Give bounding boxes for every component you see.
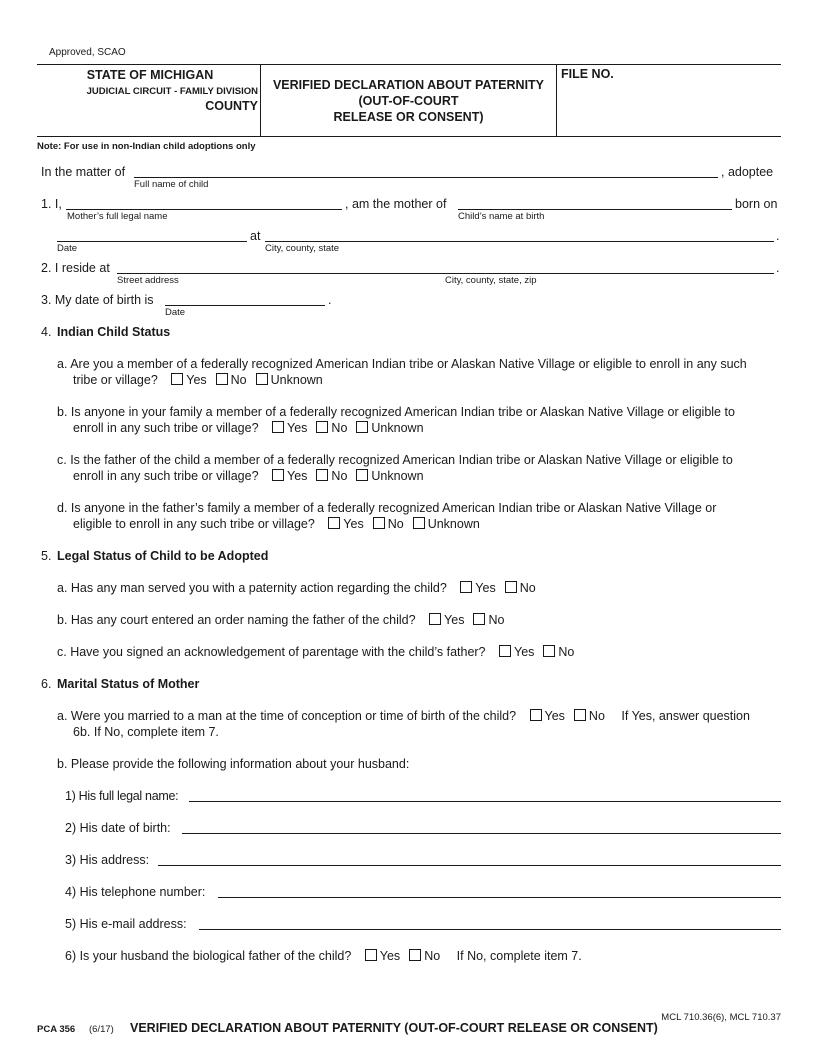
- item4a-no-label: No: [230, 373, 247, 387]
- bio-father-no-label: No: [424, 949, 441, 963]
- husband-address-label: 3) His address:: [65, 853, 150, 867]
- item5-heading: Legal Status of Child to be Adopted: [57, 549, 269, 563]
- bio-father-no-checkbox[interactable]: [409, 949, 421, 961]
- item4c-yes-checkbox[interactable]: [272, 469, 284, 481]
- item4a-yes-checkbox[interactable]: [171, 373, 183, 385]
- item6-number: 6.: [41, 677, 52, 691]
- item4b-line1: b. Is anyone in your family a member of a federally recognized American Indian tribe or Alaskan Native Village or eligible to: [57, 405, 735, 419]
- item4d-yes-checkbox[interactable]: [328, 517, 340, 529]
- item1-prefix: 1. I,: [41, 197, 62, 211]
- item4d-unknown-checkbox[interactable]: [413, 517, 425, 529]
- item4d-yes-label: Yes: [343, 517, 364, 531]
- item3-prefix: 3. My date of birth is: [41, 293, 154, 307]
- item4d-line2: [73, 517, 489, 532]
- item4a-question-end: tribe or village?: [73, 373, 158, 387]
- item5c-no-label: No: [558, 645, 575, 659]
- item4c-no-label: No: [331, 469, 348, 483]
- item6a-yes-checkbox[interactable]: [530, 709, 542, 721]
- husband-email-label: 5) His e-mail address:: [65, 917, 187, 931]
- item6-heading: Marital Status of Mother: [57, 677, 200, 691]
- husband-phone-label: 4) His telephone number:: [65, 885, 206, 899]
- child-birth-name-caption: Child’s name at birth: [458, 211, 545, 222]
- item4c-no-checkbox[interactable]: [316, 469, 328, 481]
- county-label: COUNTY: [205, 99, 258, 113]
- bio-father-yes-label: Yes: [379, 949, 401, 963]
- item4a-no-checkbox[interactable]: [216, 373, 228, 385]
- item4d-line1: d. Is anyone in the father’s family a member of a federally recognized American Indian tribe or Alaskan Native Village or: [57, 501, 717, 515]
- item4d-no-label: No: [387, 517, 404, 531]
- birth-place-field[interactable]: [265, 241, 774, 242]
- item6b6-row: [65, 949, 582, 964]
- item4a-unknown-checkbox[interactable]: [256, 373, 268, 385]
- item5a-question: a. Has any man served you with a paternity action regarding the child?: [57, 581, 447, 595]
- item6a-line2: 6b. If No, complete item 7.: [73, 725, 219, 739]
- item5b-no-checkbox[interactable]: [473, 613, 485, 625]
- item5-number: 5.: [41, 549, 52, 563]
- item5b-yes-checkbox[interactable]: [429, 613, 441, 625]
- circuit-label: JUDICIAL CIRCUIT - FAMILY DIVISION: [86, 86, 258, 97]
- state-label: STATE OF MICHIGAN: [86, 68, 214, 82]
- item5b-row: [57, 613, 513, 628]
- item6a-question: a. Were you married to a man at the time of conception or time of birth of the child?: [57, 709, 517, 723]
- item3-period: .: [328, 293, 332, 307]
- street-caption: Street address: [117, 275, 179, 286]
- item6a-instruction: If Yes, answer question: [621, 709, 750, 723]
- form-title-line3: RELEASE OR CONSENT): [333, 110, 484, 124]
- item5c-yes-label: Yes: [514, 645, 535, 659]
- bio-father-instruction: If No, complete item 7.: [456, 949, 582, 963]
- mother-dob-caption: Date: [165, 307, 186, 318]
- item5c-yes-checkbox[interactable]: [499, 645, 511, 657]
- header-top-rule: [37, 64, 781, 65]
- item5c-no-checkbox[interactable]: [543, 645, 555, 657]
- item4b-unknown-checkbox[interactable]: [356, 421, 368, 433]
- residence-field[interactable]: [117, 273, 774, 274]
- item4a-line2: [73, 373, 332, 388]
- husband-name-field[interactable]: [189, 801, 781, 802]
- item1-mid: , am the mother of: [345, 197, 447, 211]
- item4b-yes-checkbox[interactable]: [272, 421, 284, 433]
- item4c-line2: [73, 469, 433, 484]
- birth-date-field[interactable]: [57, 241, 247, 242]
- header-bottom-rule: [37, 136, 781, 137]
- form-title-line1: VERIFIED DECLARATION ABOUT PATERNITY: [272, 78, 545, 92]
- file-no-label: FILE NO.: [561, 67, 614, 81]
- mother-dob-field[interactable]: [165, 305, 325, 306]
- mother-name-field[interactable]: [66, 209, 342, 210]
- city-caption: City, county, state, zip: [445, 275, 537, 286]
- item5a-yes-checkbox[interactable]: [460, 581, 472, 593]
- mother-name-caption: Mother’s full legal name: [67, 211, 168, 222]
- item6a-no-checkbox[interactable]: [574, 709, 586, 721]
- item4b-yes-label: Yes: [287, 421, 308, 435]
- item4c-yes-label: Yes: [287, 469, 308, 483]
- item1-at: at: [250, 229, 261, 243]
- item4c-line1: c. Is the father of the child a member of a federally recognized American Indian tribe or Alaskan Native Village or eligible to: [57, 453, 733, 467]
- item6a-no-label: No: [588, 709, 605, 723]
- birth-date-caption: Date: [57, 243, 78, 254]
- item5a-no-checkbox[interactable]: [505, 581, 517, 593]
- child-name-caption: Full name of child: [134, 179, 209, 190]
- approved-label: Approved, SCAO: [49, 47, 126, 58]
- item5b-no-label: No: [488, 613, 505, 627]
- item4c-unknown-label: Unknown: [371, 469, 424, 483]
- husband-bio-father-question: 6) Is your husband the biological father of the child?: [65, 949, 352, 963]
- birth-place-caption: City, county, state: [265, 243, 340, 254]
- item6b-intro: b. Please provide the following information about your husband:: [57, 757, 410, 771]
- husband-dob-field[interactable]: [182, 833, 781, 834]
- item5b-yes-label: Yes: [444, 613, 465, 627]
- form-revision-date: (6/17): [89, 1024, 114, 1035]
- item4b-question-end: enroll in any such tribe or village?: [73, 421, 259, 435]
- item5a-row: [57, 581, 545, 596]
- item4-heading: Indian Child Status: [57, 325, 171, 339]
- mcl-citation: MCL 710.36(6), MCL 710.37: [661, 1012, 781, 1023]
- item6a-yes-label: Yes: [544, 709, 565, 723]
- item4b-no-label: No: [331, 421, 348, 435]
- item5a-yes-label: Yes: [475, 581, 496, 595]
- item1-period: .: [776, 229, 780, 243]
- child-name-field[interactable]: [134, 177, 718, 178]
- child-birth-name-field[interactable]: [458, 209, 732, 210]
- item4c-question-end: enroll in any such tribe or village?: [73, 469, 259, 483]
- husband-name-label: 1) His full legal name:: [65, 789, 179, 803]
- item4b-unknown-label: Unknown: [371, 421, 424, 435]
- item5b-question: b. Has any court entered an order naming the father of the child?: [57, 613, 416, 627]
- item2-period: .: [776, 261, 780, 275]
- item5c-question: c. Have you signed an acknowledgement of parentage with the child’s father?: [57, 645, 486, 659]
- item4d-no-checkbox[interactable]: [373, 517, 385, 529]
- item4b-line2: [73, 421, 433, 436]
- bio-father-yes-checkbox[interactable]: [365, 949, 377, 961]
- item5a-no-label: No: [519, 581, 536, 595]
- item2-prefix: 2. I reside at: [41, 261, 110, 275]
- item6a-row: [57, 709, 750, 724]
- item4-number: 4.: [41, 325, 52, 339]
- item4c-unknown-checkbox[interactable]: [356, 469, 368, 481]
- item4b-no-checkbox[interactable]: [316, 421, 328, 433]
- item5c-row: [57, 645, 583, 660]
- item4d-question-end: eligible to enroll in any such tribe or village?: [73, 517, 315, 531]
- item4d-unknown-label: Unknown: [427, 517, 480, 531]
- usage-note: Note: For use in non-Indian child adoptions only: [37, 141, 256, 152]
- husband-address-field[interactable]: [158, 865, 781, 866]
- husband-email-field[interactable]: [199, 929, 781, 930]
- item1-suffix: born on: [735, 197, 778, 211]
- matter-suffix: , adoptee: [721, 165, 774, 179]
- form-number: PCA 356: [37, 1024, 76, 1035]
- husband-dob-label: 2) His date of birth:: [65, 821, 171, 835]
- form-title-line2: (OUT-OF-COURT: [358, 94, 459, 108]
- matter-prefix: In the matter of: [41, 165, 126, 179]
- footer-title: VERIFIED DECLARATION ABOUT PATERNITY (OUT-OF-COURT RELEASE OR CONSENT): [130, 1021, 658, 1035]
- item4a-unknown-label: Unknown: [270, 373, 323, 387]
- husband-phone-field[interactable]: [218, 897, 781, 898]
- item4a-yes-label: Yes: [186, 373, 207, 387]
- item4a-line1: a. Are you a member of a federally recognized American Indian tribe or Alaskan Native Village or eligible to enroll in any such: [57, 357, 747, 371]
